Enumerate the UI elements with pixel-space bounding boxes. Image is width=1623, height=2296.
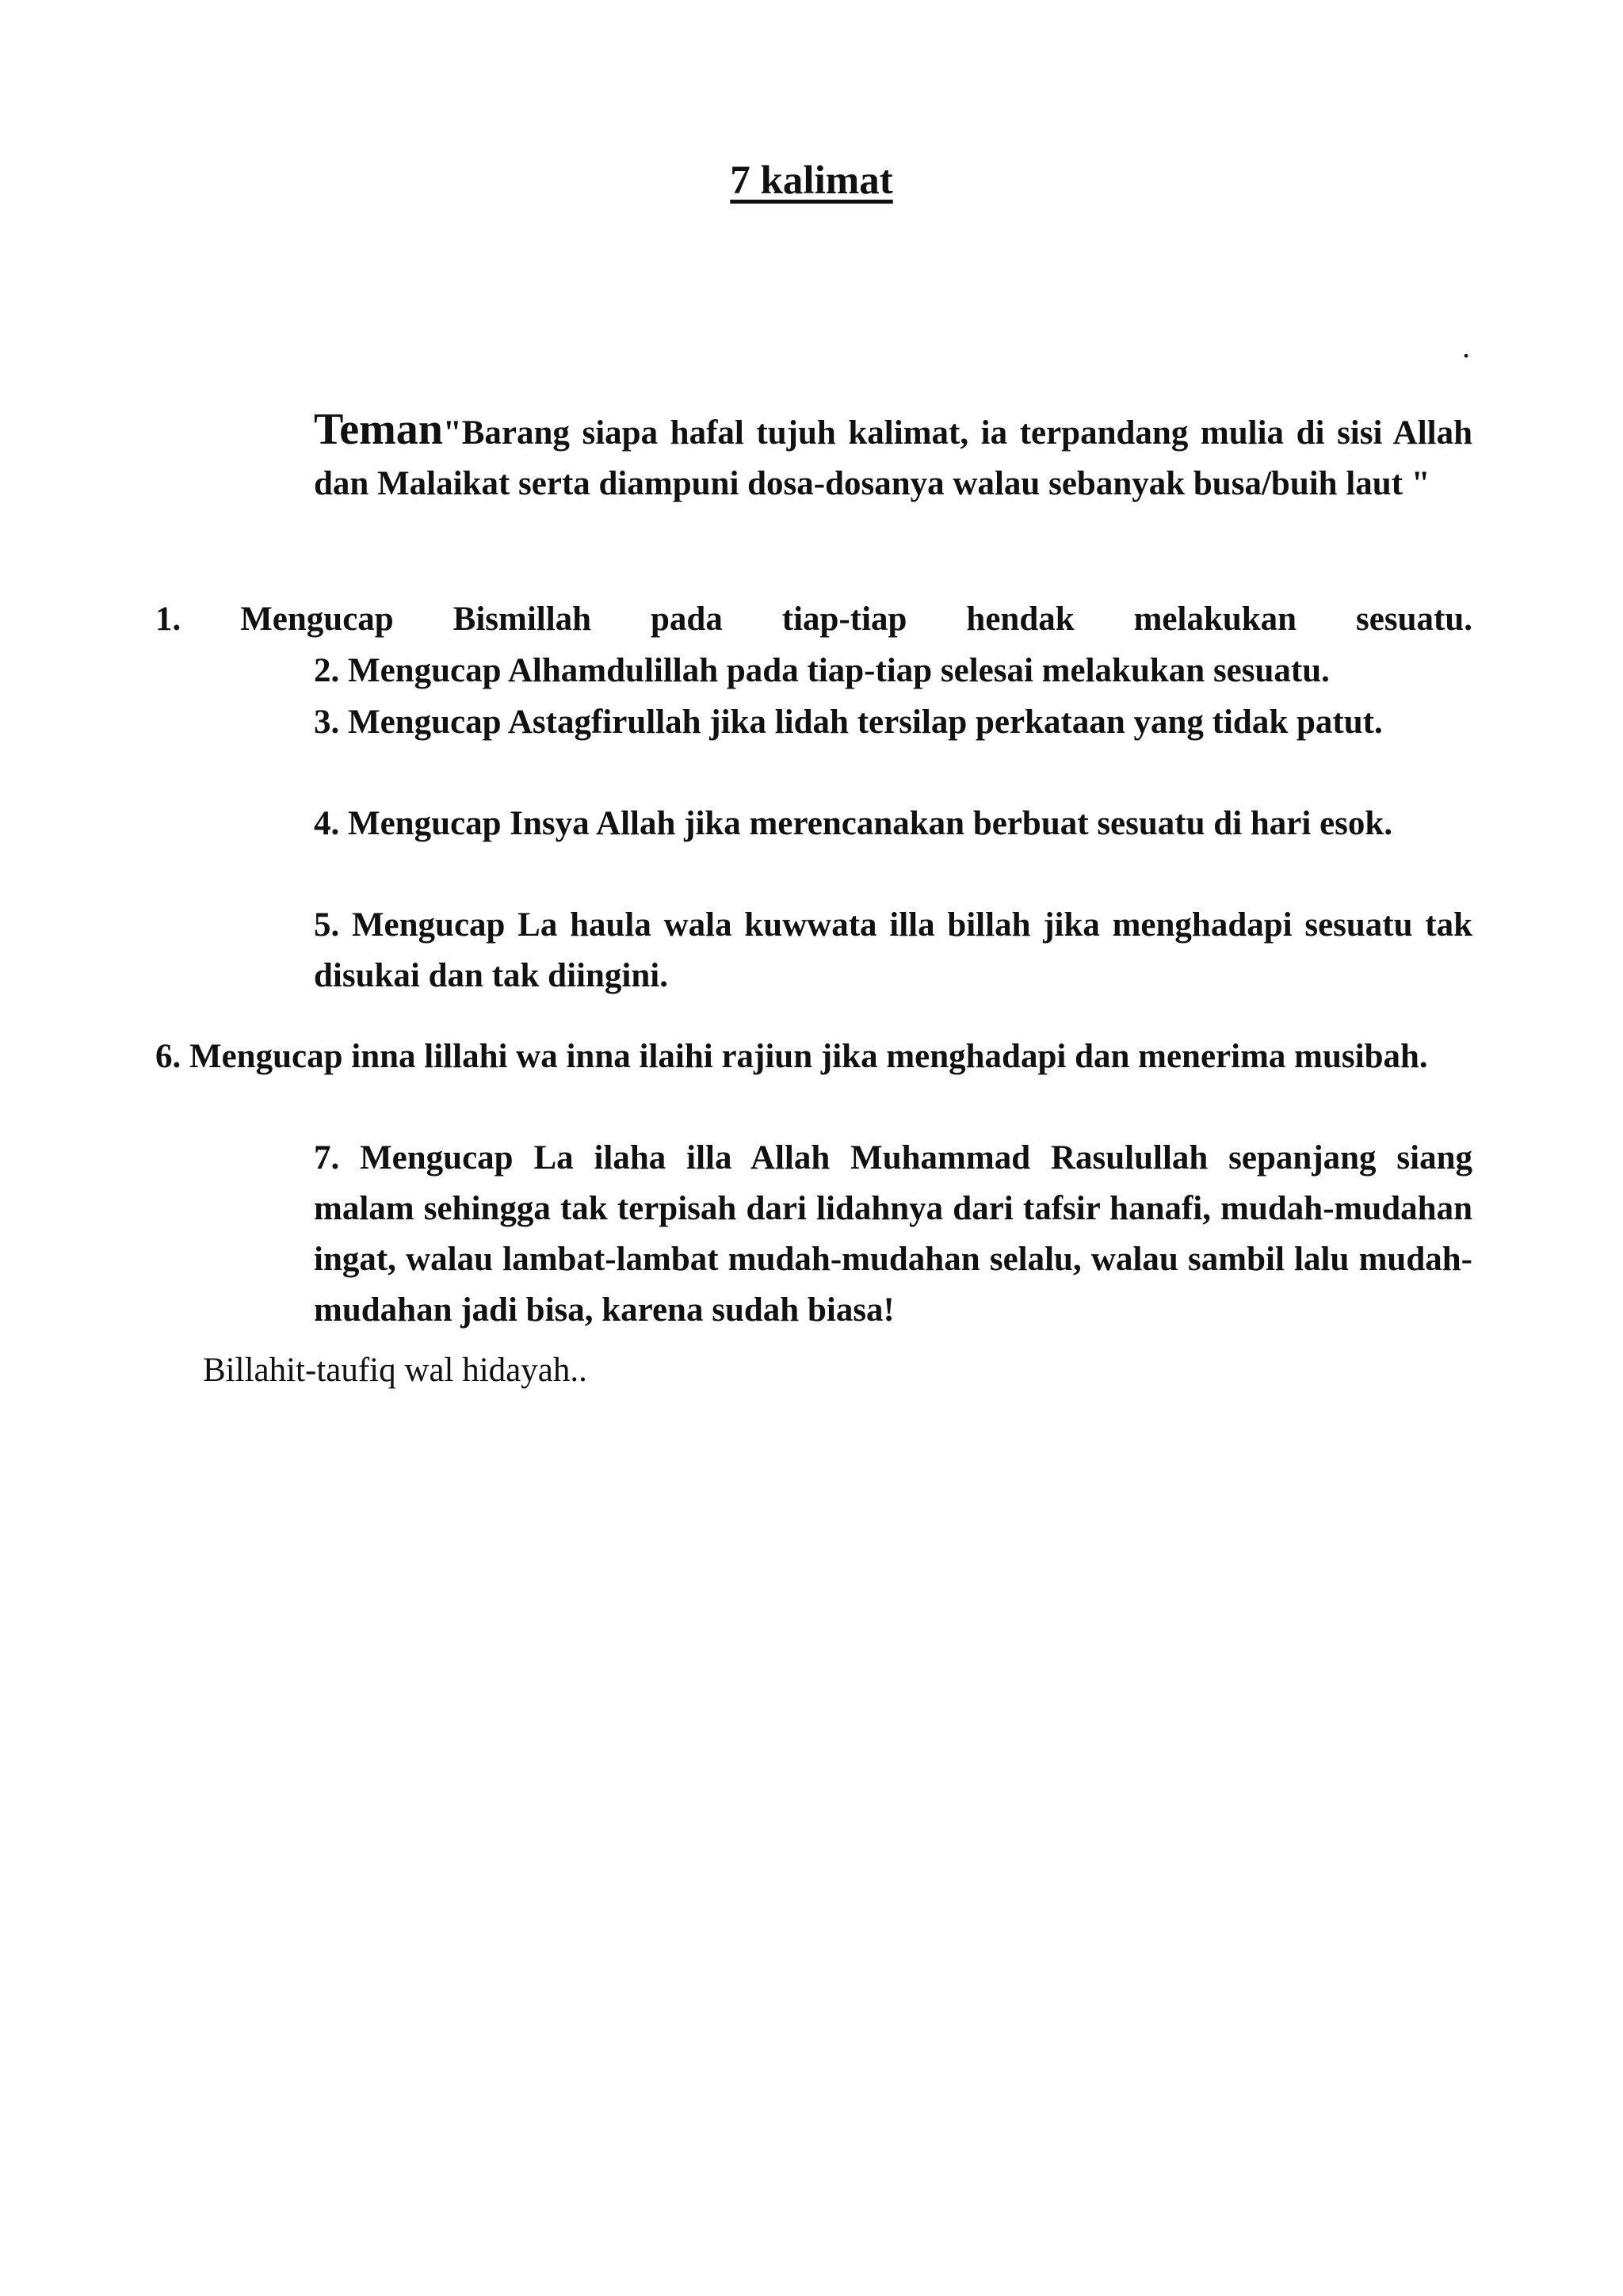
list-item: 4. Mengucap Insya Allah jika merencanakan berbuat sesuatu di hari esok. (314, 805, 1393, 842)
list-item: 3. Mengucap Astagfirullah jika lidah tersilap perkataan yang tidak patut. (314, 704, 1383, 741)
closing-text: Billahit-taufiq wal hidayah.. (203, 1352, 587, 1389)
list-item: 2. Mengucap Alhamdulillah pada tiap-tiap selesai melakukan sesuatu. (314, 652, 1330, 689)
list-item: 7. Mengucap La ilaha illa Allah Muhammad Rasulullah sepanjang siang malam sehingga tak terpisah dari lidahnya dari tafsir hanafi, mudah-mudahan ingat, walau lambat-lambat mudah-mudahan selalu, walau sambil lalu mudah-mudahan jadi bisa, karena sudah biasa! (314, 1139, 1472, 1329)
intro-paragraph (314, 404, 1472, 509)
list-item: 6. Mengucap inna lillahi wa inna ilaihi rajiun jika menghadapi dan menerima musibah. (155, 1038, 1428, 1075)
list-item: 5. Mengucap La haula wala kuwwata illa billah jika menghadapi sesuatu tak disukai dan tak diingini. (314, 906, 1472, 994)
intro-text: "Barang siapa hafal tujuh kalimat, ia terpandang mulia di sisi Allah dan Malaikat serta diampuni dosa-dosanya walau sebanyak busa/buih laut " (314, 414, 1472, 502)
page-title: 7 kalimat (730, 158, 893, 203)
list-item: 1. Mengucap Bismillah pada tiap-tiap hendak melakukan sesuatu. (155, 601, 1472, 638)
intro-lead: Teman (314, 405, 443, 454)
dot-marker: . (1462, 329, 1470, 364)
